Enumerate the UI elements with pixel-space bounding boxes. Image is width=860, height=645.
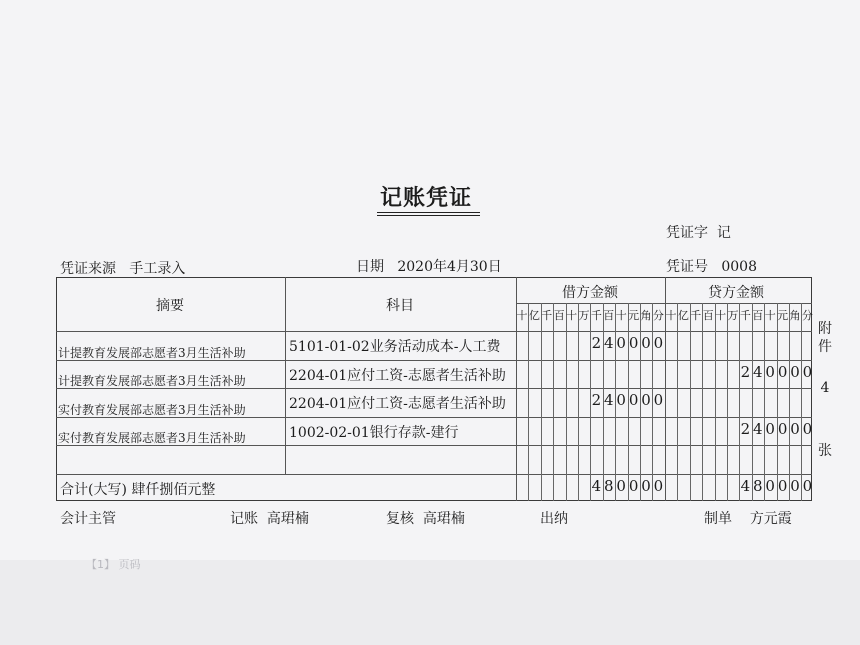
digit-unit-header: 十 xyxy=(615,309,627,322)
amount-digit: 0 xyxy=(628,334,639,352)
row-divider xyxy=(56,331,812,332)
total-in-words xyxy=(60,479,215,499)
amount-digit: 0 xyxy=(616,334,626,352)
digit-unit-header: 千 xyxy=(739,309,751,322)
digit-unit-header: 百 xyxy=(603,309,615,322)
digit-column-line xyxy=(727,303,728,501)
digit-column-line xyxy=(715,303,716,501)
amount-digit: 0 xyxy=(777,363,788,381)
amount-digit: 0 xyxy=(765,363,775,381)
amount-digit: 4 xyxy=(753,420,763,438)
digit-column-line xyxy=(541,303,542,501)
digit-unit-header: 分 xyxy=(801,309,813,322)
voucher-word xyxy=(666,222,731,242)
amount-digit: 8 xyxy=(753,477,763,495)
amount-digit: 4 xyxy=(604,334,614,352)
amount-digit: 4 xyxy=(591,477,602,495)
amount-digit: 4 xyxy=(604,391,614,409)
title-underline xyxy=(377,215,480,216)
amount-digit: 0 xyxy=(628,391,639,409)
amount-digit: 0 xyxy=(790,420,800,438)
digit-unit-header: 元 xyxy=(628,309,640,322)
amount-digit: 0 xyxy=(616,477,626,495)
faint-page-mark: 【1】 页码 xyxy=(86,558,141,571)
digit-column-line xyxy=(801,303,802,501)
total-label: 合计(大写) xyxy=(60,482,127,498)
digit-unit-header: 百 xyxy=(553,309,565,322)
entry-summary: 实付教育发展部志愿者3月生活补助 xyxy=(58,403,246,417)
amount-digit: 0 xyxy=(802,477,813,495)
digit-unit-header: 千 xyxy=(590,309,602,322)
amount-digit: 0 xyxy=(653,334,664,352)
digit-unit-header: 亿 xyxy=(677,309,689,322)
amount-digit: 0 xyxy=(790,477,800,495)
digit-unit-header: 十 xyxy=(516,309,528,322)
debit-header: 借方金额 xyxy=(562,285,618,301)
digit-column-line xyxy=(677,303,678,501)
entry-summary: 实付教育发展部志愿者3月生活补助 xyxy=(58,431,246,445)
title-underline xyxy=(377,212,480,213)
digit-unit-header: 元 xyxy=(777,309,789,322)
digit-unit-header: 千 xyxy=(541,309,553,322)
amount-digit: 4 xyxy=(740,477,751,495)
accounting-supervisor: 会计主管 xyxy=(60,511,116,527)
amount-digit: 0 xyxy=(628,477,639,495)
cashier: 出纳 xyxy=(540,511,568,527)
entry-subject: 5101-01-02业务活动成本-人工费 xyxy=(289,339,501,355)
column-divider xyxy=(285,277,286,474)
digit-column-line xyxy=(739,303,740,501)
digit-unit-header: 万 xyxy=(578,309,590,322)
preparer-name: 方元霞 xyxy=(749,511,792,527)
digit-unit-header: 百 xyxy=(752,309,764,322)
digit-column-line xyxy=(789,303,790,501)
date-value: 2020年4月30日 xyxy=(397,259,502,275)
amount-digit: 8 xyxy=(604,477,614,495)
amount-digit: 0 xyxy=(653,391,664,409)
amount-digit: 0 xyxy=(641,477,651,495)
bookkeeper xyxy=(230,508,309,528)
digit-column-line xyxy=(690,303,691,501)
digit-unit-header: 十 xyxy=(715,309,727,322)
number-value: 0008 xyxy=(721,259,757,275)
entry-summary: 计提教育发展部志愿者3月生活补助 xyxy=(58,374,246,388)
digit-unit-header: 十 xyxy=(764,309,776,322)
digit-column-line xyxy=(752,303,753,501)
amount-digit: 0 xyxy=(765,477,775,495)
digit-column-line xyxy=(553,303,554,501)
total-words: 肆仟捌佰元整 xyxy=(131,482,216,498)
credit-header: 贷方金额 xyxy=(708,285,764,301)
date-label: 日期 xyxy=(356,259,384,275)
digit-unit-header: 角 xyxy=(640,309,652,322)
amount-digit: 0 xyxy=(802,363,813,381)
amount-digit: 0 xyxy=(777,477,788,495)
attachment-label-jian: 件 xyxy=(818,339,832,355)
digit-column-line xyxy=(777,303,778,501)
amount-digit: 0 xyxy=(653,477,664,495)
scan-bottom-band xyxy=(0,560,860,645)
amount-digit: 4 xyxy=(753,363,763,381)
subject-header: 科目 xyxy=(386,298,414,314)
bookkeeper-label: 记账 xyxy=(230,511,258,527)
digit-unit-header: 十 xyxy=(665,309,677,322)
amount-digit: 0 xyxy=(641,334,651,352)
preparer-label: 制单 xyxy=(704,511,732,527)
amount-digit: 0 xyxy=(790,363,800,381)
amount-digit: 0 xyxy=(777,420,788,438)
voucher-date xyxy=(356,256,502,276)
amount-digit: 2 xyxy=(591,391,602,409)
amount-header-divider xyxy=(516,303,812,304)
summary-header: 摘要 xyxy=(156,298,184,314)
entry-subject: 1002-02-01银行存款-建行 xyxy=(289,425,459,441)
attachment-label-fu: 附 xyxy=(818,321,832,337)
entry-subject: 2204-01应付工资-志愿者生活补助 xyxy=(289,368,506,384)
amount-digit: 2 xyxy=(740,420,751,438)
entry-summary: 计提教育发展部志愿者3月生活补助 xyxy=(58,346,246,360)
digit-unit-header: 亿 xyxy=(528,309,540,322)
digit-column-line xyxy=(528,303,529,501)
voucher-word-label: 凭证字 xyxy=(666,225,708,241)
digit-column-line xyxy=(578,303,579,501)
row-divider xyxy=(56,474,812,475)
entry-subject: 2204-01应付工资-志愿者生活补助 xyxy=(289,396,506,412)
digit-column-line xyxy=(702,303,703,501)
digit-unit-header: 万 xyxy=(727,309,739,322)
digit-column-line xyxy=(566,303,567,501)
digit-unit-header: 十 xyxy=(566,309,578,322)
digit-column-line xyxy=(764,303,765,501)
bookkeeper-name: 高珺楠 xyxy=(266,511,309,527)
number-label: 凭证号 xyxy=(666,259,708,275)
amount-digit: 0 xyxy=(765,420,775,438)
reviewer xyxy=(386,508,465,528)
reviewer-name: 高珺楠 xyxy=(422,511,465,527)
voucher-word-value: 记 xyxy=(716,225,731,241)
source-value: 手工录入 xyxy=(129,261,186,277)
digit-unit-header: 百 xyxy=(702,309,714,322)
voucher-title: 记账凭证 xyxy=(380,186,473,211)
amount-digit: 0 xyxy=(641,391,651,409)
digit-unit-header: 千 xyxy=(690,309,702,322)
digit-unit-header: 分 xyxy=(652,309,664,322)
attachment-count: 4 xyxy=(820,380,830,396)
voucher-source xyxy=(60,258,185,278)
attachment-label-zhang: 张 xyxy=(818,443,832,459)
amount-digit: 0 xyxy=(802,420,813,438)
amount-digit: 2 xyxy=(740,363,751,381)
voucher-number xyxy=(666,256,757,276)
digit-unit-header: 角 xyxy=(789,309,801,322)
reviewer-label: 复核 xyxy=(386,511,414,527)
source-label: 凭证来源 xyxy=(60,261,116,277)
preparer xyxy=(704,508,792,528)
amount-digit: 2 xyxy=(591,334,602,352)
amount-digit: 0 xyxy=(616,391,626,409)
